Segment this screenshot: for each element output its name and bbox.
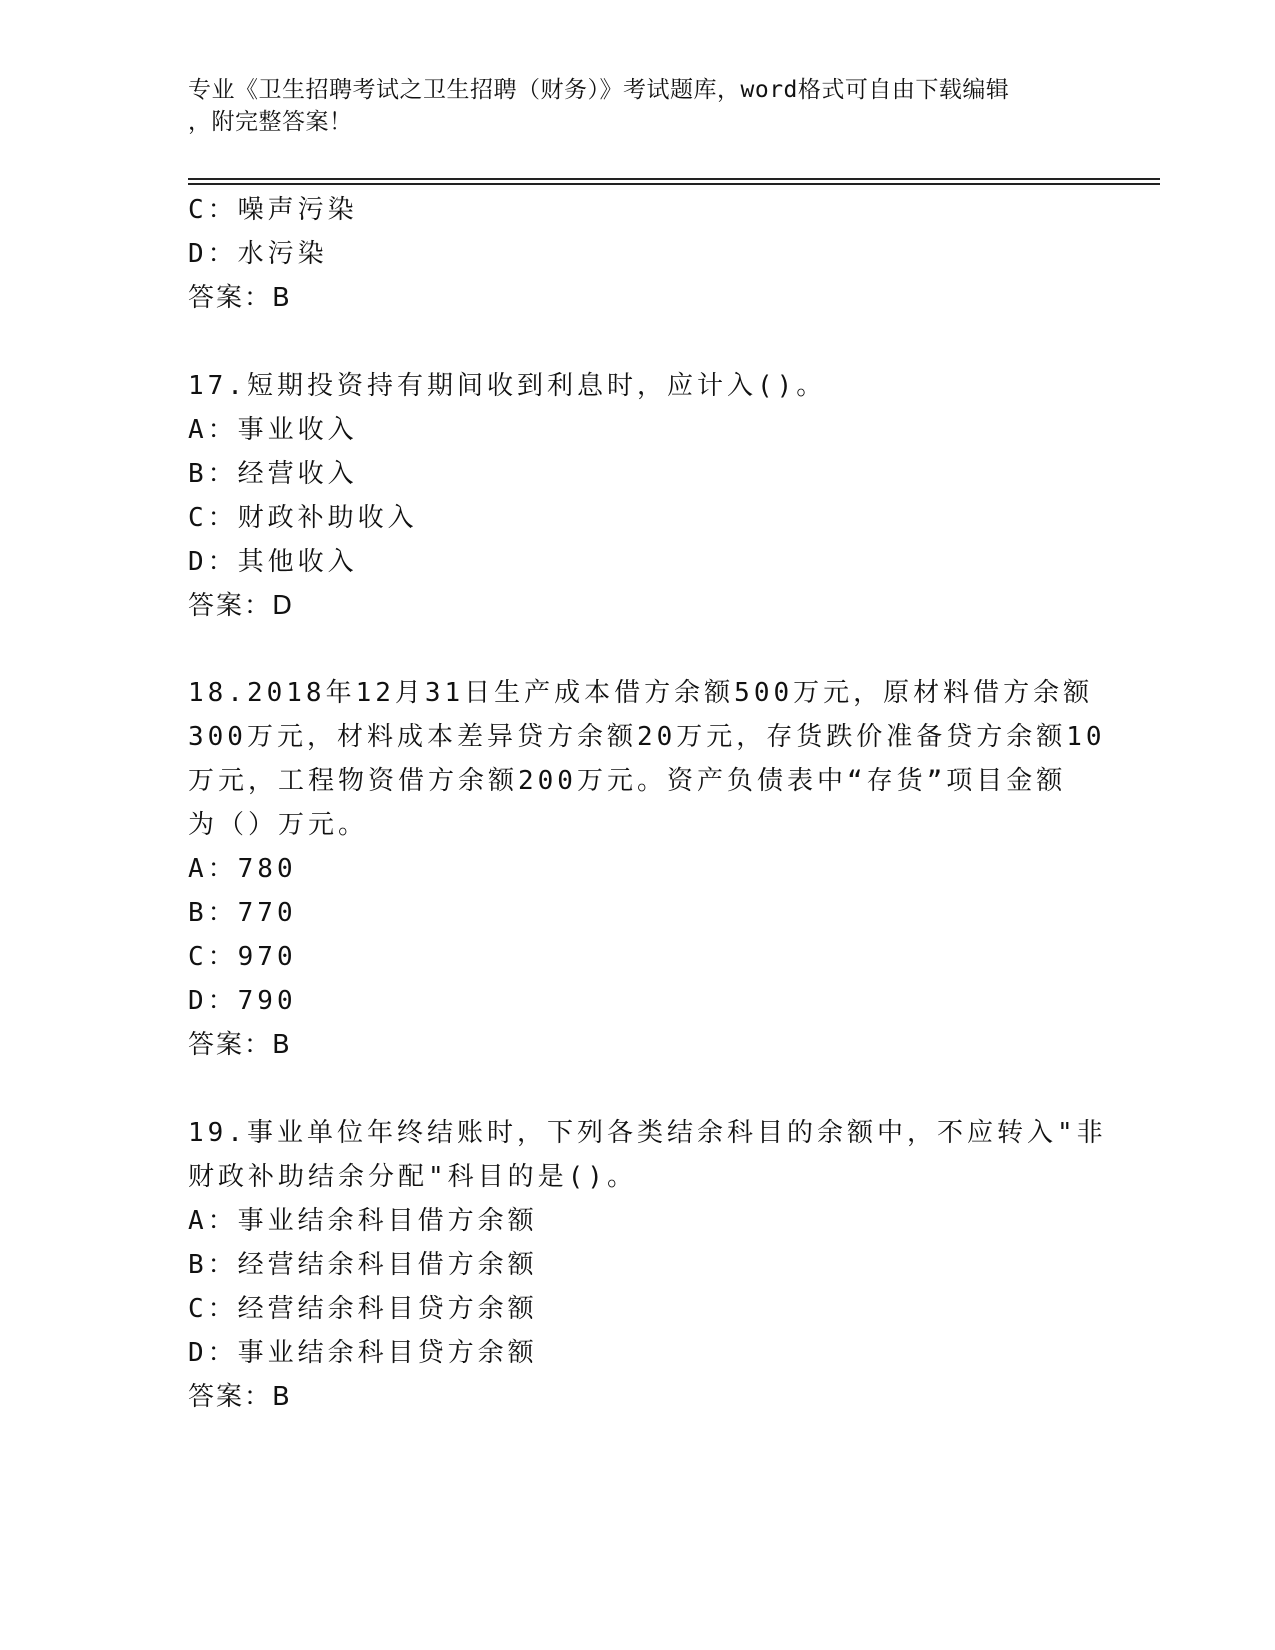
q18-stem-line-1: 18.2018年12月31日生产成本借方余额500万元，原材料借方余额 [188,678,1094,708]
q17-option-a: A：事业收入 [188,415,358,445]
q18-stem-line-2: 300万元，材料成本差异贷方余额20万元，存货跌价准备贷方余额10 [188,722,1106,752]
q18-option-b: B：770 [188,898,297,928]
q17-stem: 17.短期投资持有期间收到利息时，应计入()。 [188,371,827,401]
q19-stem-line-2: 财政补助结余分配"科目的是()。 [188,1162,637,1192]
q18-option-a: A：780 [188,854,297,884]
prev-option-d: D：水污染 [188,239,328,269]
q19-option-d: D：事业结余科目贷方余额 [188,1338,538,1368]
q18-option-c: C：970 [188,942,297,972]
prev-option-c: C：噪声污染 [188,195,358,225]
q19-option-c: C：经营结余科目贷方余额 [188,1294,538,1324]
q18-stem-line-4: 为（）万元。 [188,810,369,840]
header-rule-bottom [188,183,1160,185]
q17-option-d: D：其他收入 [188,547,358,577]
q19-stem-line-1: 19.事业单位年终结账时，下列各类结余科目的余额中，不应转入"非 [188,1118,1107,1148]
q19-answer: 答案：B [188,1382,292,1412]
header-line-2: ，附完整答案！ [188,109,353,135]
q17-option-c: C：财政补助收入 [188,503,418,533]
header-rule-top [188,178,1160,180]
q19-option-a: A：事业结余科目借方余额 [188,1206,538,1236]
q18-option-d: D：790 [188,986,297,1016]
q18-answer: 答案：B [188,1030,292,1060]
header-line-1: 专业《卫生招聘考试之卫生招聘（财务）》考试题库，word格式可自由下载编辑 [188,77,1010,103]
q17-answer: 答案：D [188,591,295,621]
q18-stem-line-3: 万元，工程物资借方余额200万元。资产负债表中“存货”项目金额 [188,766,1067,796]
q19-option-b: B：经营结余科目借方余额 [188,1250,538,1280]
document-header [188,74,1068,138]
q17-option-b: B：经营收入 [188,459,358,489]
prev-answer: 答案：B [188,283,292,313]
